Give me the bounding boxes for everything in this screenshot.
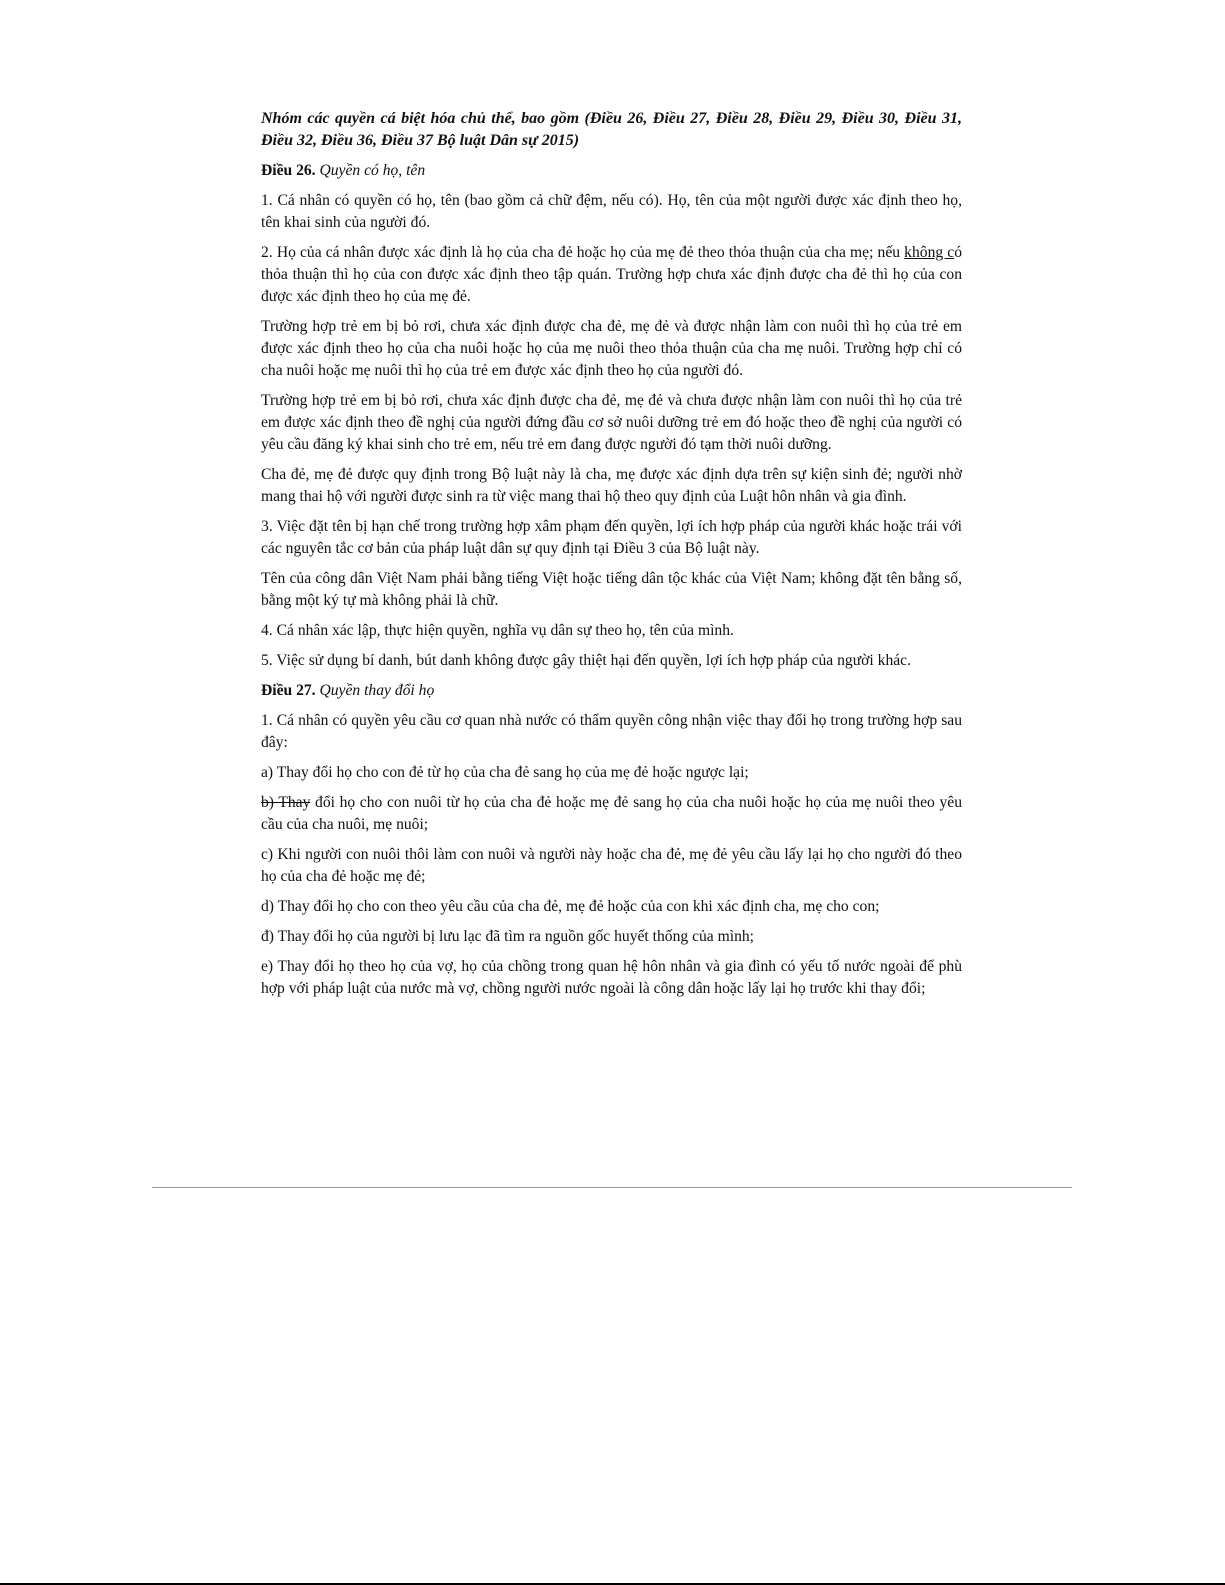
paragraph: đ) Thay đổi họ của người bị lưu lạc đã tìm ra nguồn gốc huyết thống của mình;: [261, 928, 755, 945]
paragraph: Tên của công dân Việt Nam phải bằng tiếng Việt hoặc tiếng dân tộc khác của Việt Nam; không đặt tên bằng số, bằng một ký tự mà không phải là chữ.: [261, 570, 962, 609]
article-26-title: Quyền có họ, tên: [319, 162, 426, 179]
paragraph: c) Khi người con nuôi thôi làm con nuôi và người này hoặc cha đẻ, mẹ đẻ yêu cầu lấy lại họ cho người đó theo họ của cha đẻ hoặc mẹ đẻ;: [261, 846, 962, 885]
paragraph: Trường hợp trẻ em bị bỏ rơi, chưa xác định được cha đẻ, mẹ đẻ và chưa được nhận làm con nuôi thì họ của trẻ em được xác định theo đề nghị của người đứng đầu cơ sở nuôi dưỡng trẻ em đó hoặc theo đề nghị của người có yêu cầu đăng ký khai sinh cho trẻ em, nếu trẻ em đang được người đó tạm thời nuôi dưỡng.: [261, 392, 962, 453]
paragraph-text: ó thỏa thuận thì họ của con được xác định theo tập quán. Trường hợp chưa xác định được cha đẻ thì họ của con được xác định theo họ của mẹ đẻ.: [261, 244, 962, 305]
paragraph: [261, 792, 962, 836]
paragraph: e) Thay đổi họ theo họ của vợ, họ của chồng trong quan hệ hôn nhân và gia đình có yếu tố nước ngoài để phù hợp với pháp luật của nước mà vợ, chồng người nước ngoài là công dân hoặc lấy lại họ trước khi thay đổi;: [261, 958, 962, 997]
paragraph-text: đổi họ cho con nuôi từ họ của cha đẻ hoặc mẹ đẻ sang họ của cha nuôi hoặc họ của mẹ nuôi theo yêu cầu của cha nuôi, mẹ nuôi;: [261, 794, 962, 833]
paragraph-text: 2. Họ của cá nhân được xác định là họ của cha đẻ hoặc họ của mẹ đẻ theo thỏa thuận của cha mẹ; nếu: [261, 244, 901, 261]
underlined-text: không c: [904, 244, 955, 261]
article-27-title: Quyền thay đổi họ: [319, 682, 435, 699]
paragraph: 3. Việc đặt tên bị hạn chế trong trường hợp xâm phạm đến quyền, lợi ích hợp pháp của người khác hoặc trái với các nguyên tắc cơ bản của pháp luật dân sự quy định tại Điều 3 của Bộ luật này.: [261, 518, 962, 557]
document-body: [261, 108, 962, 1008]
paragraph: 5. Việc sử dụng bí danh, bút danh không được gây thiệt hại đến quyền, lợi ích hợp pháp của người khác.: [261, 652, 911, 669]
article-26-heading: [261, 160, 962, 182]
article-26-number: Điều 26.: [261, 162, 316, 179]
paragraph: 1. Cá nhân có quyền yêu cầu cơ quan nhà nước có thẩm quyền công nhận việc thay đổi họ trong trường hợp sau đây:: [261, 712, 962, 751]
article-27-number: Điều 27.: [261, 682, 316, 699]
paragraph: [261, 242, 962, 308]
section-heading: Nhóm các quyền cá biệt hóa chủ thể, bao gồm (Điều 26, Điều 27, Điều 28, Điều 29, Điều 30, Điều 31, Điều 32, Điều 36, Điều 37 Bộ luật Dân sự 2015): [261, 110, 962, 149]
paragraph: Trường hợp trẻ em bị bỏ rơi, chưa xác định được cha đẻ, mẹ đẻ và được nhận làm con nuôi thì họ của trẻ em được xác định theo họ của cha nuôi hoặc họ của mẹ nuôi theo thỏa thuận của cha mẹ nuôi. Trường hợp chỉ có cha nuôi hoặc mẹ nuôi thì họ của trẻ em được xác định theo họ của người đó.: [261, 318, 962, 379]
paragraph: Cha đẻ, mẹ đẻ được quy định trong Bộ luật này là cha, mẹ được xác định dựa trên sự kiện sinh đẻ; người nhờ mang thai hộ với người được sinh ra từ việc mang thai hộ theo quy định của Luật hôn nhân và gia đình.: [261, 466, 962, 505]
article-27-heading: [261, 680, 962, 702]
page-break-divider: [152, 1187, 1072, 1188]
paragraph: a) Thay đổi họ cho con đẻ từ họ của cha đẻ sang họ của mẹ đẻ hoặc ngược lại;: [261, 764, 749, 781]
paragraph: 4. Cá nhân xác lập, thực hiện quyền, nghĩa vụ dân sự theo họ, tên của mình.: [261, 622, 734, 639]
paragraph: d) Thay đổi họ cho con theo yêu cầu của cha đẻ, mẹ đẻ hoặc của con khi xác định cha, mẹ cho con;: [261, 898, 880, 915]
strikethrough-text: b) Thay: [261, 794, 311, 811]
paragraph: 1. Cá nhân có quyền có họ, tên (bao gồm cả chữ đệm, nếu có). Họ, tên của một người được xác định theo họ, tên khai sinh của người đó.: [261, 192, 962, 231]
